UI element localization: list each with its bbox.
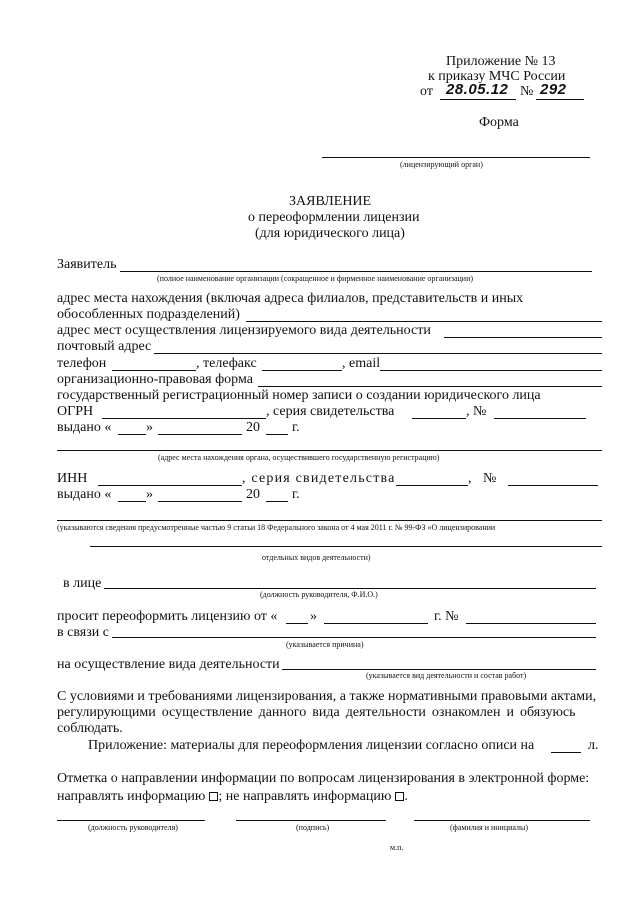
cert-number-label: , №: [466, 404, 487, 419]
issued-close-quote: »: [146, 420, 153, 435]
signature-line[interactable]: [236, 820, 386, 821]
law-caption-2: отдельных видов деятельности): [262, 553, 371, 562]
send-info-checkbox[interactable]: [209, 792, 218, 801]
inn-cert-number-label: , №: [468, 471, 497, 486]
ogrn-line[interactable]: [102, 418, 266, 419]
document-title: ЗАЯВЛЕНИЕ: [289, 194, 372, 209]
fax-line[interactable]: [262, 370, 342, 371]
applicant-line[interactable]: [120, 271, 592, 272]
reason-line[interactable]: [112, 637, 596, 638]
registration-body-caption: (адрес места нахождения органа, осуществившего государственную регистрацию): [158, 453, 440, 462]
phone-label: телефон: [57, 356, 107, 371]
attachment-label: Приложение: материалы для переоформления лицензии согласно описи на: [88, 738, 535, 753]
order-date: 28.05.12: [446, 81, 509, 98]
order-date-label: от: [420, 84, 433, 99]
document-subtitle-entity: (для юридического лица): [255, 226, 405, 241]
inn-issued-label: выдано «: [57, 487, 112, 502]
order-number: 292: [540, 81, 567, 98]
law-info-line-2[interactable]: [90, 546, 602, 547]
activity-caption: (указывается вид деятельности и состав работ): [366, 671, 527, 680]
address-line[interactable]: [246, 321, 602, 322]
legal-form-label: организационно-правовая форма: [57, 372, 253, 387]
postal-address-line[interactable]: [154, 353, 602, 354]
attachment-suffix: л.: [588, 738, 599, 753]
email-label: , email: [342, 356, 381, 371]
request-number-label: г. №: [434, 609, 459, 624]
inn-issued-year-suffix: г.: [292, 487, 300, 502]
reason-label: в связи с: [57, 625, 109, 640]
inn-issued-year-line[interactable]: [266, 501, 288, 502]
law-info-line-1[interactable]: [57, 520, 602, 521]
activity-address-label: адрес мест осуществления лицензируемого вида деятельности: [57, 323, 431, 338]
appendix-number: Приложение № 13: [446, 54, 556, 69]
inn-cert-series-label: , серия свидетельства: [242, 471, 396, 486]
name-signature-line[interactable]: [414, 820, 590, 821]
request-month-line[interactable]: [324, 623, 428, 624]
send-info-label: направлять информацию: [57, 789, 206, 804]
send-info-option[interactable]: [57, 789, 408, 805]
request-day-line[interactable]: [286, 623, 308, 624]
licensing-body-line: [322, 157, 590, 158]
name-caption: (фамилия и инициалы): [450, 823, 529, 832]
signature-caption: (подпись): [296, 823, 330, 832]
fax-label: , телефакс: [196, 356, 257, 371]
state-registration-label: государственный регистрационный номер записи о создании юридического лица: [57, 388, 541, 403]
phone-line[interactable]: [112, 370, 196, 371]
email-line[interactable]: [380, 370, 602, 371]
issued-year-prefix: 20: [246, 420, 260, 435]
licensing-body-caption: (лицензирующий орган): [400, 160, 483, 169]
agreement-line-3: соблюдать.: [57, 721, 123, 736]
stamp-label: м.п.: [390, 843, 404, 852]
electronic-info-label: Отметка о направлении информации по вопросам лицензирования в электронной форме:: [57, 771, 590, 786]
cert-series-line[interactable]: [412, 418, 466, 419]
document-subtitle: о переоформлении лицензии: [248, 210, 420, 225]
inn-cert-number-line[interactable]: [508, 485, 598, 486]
no-send-info-end: .: [404, 789, 408, 804]
activity-label: на осуществление вида деятельности: [57, 657, 280, 672]
inn-issued-month-line[interactable]: [158, 501, 242, 502]
representative-line[interactable]: [104, 588, 596, 589]
inn-issued-close-quote: »: [146, 487, 153, 502]
request-number-line[interactable]: [466, 623, 596, 624]
order-number-line: [536, 99, 584, 100]
activity-address-line[interactable]: [444, 337, 602, 338]
representative-label: в лице: [63, 576, 102, 591]
address-label-1: адрес места нахождения (включая адреса филиалов, представительств и иных: [57, 291, 524, 306]
legal-form-line[interactable]: [258, 386, 602, 387]
law-caption-1: (указываются сведения предусмотренные частью 9 статьи 18 Федерального закона от 4 мая 2011 г. № 99-ФЗ «О лицензировании: [57, 523, 496, 532]
attachment-pages-line[interactable]: [551, 752, 581, 753]
request-label: просит переоформить лицензию от «: [57, 609, 278, 624]
address-label-2: обособленных подразделений): [57, 307, 240, 322]
agreement-line-2: регулирующими осуществление данного вида деятельности ознакомлен и обязуюсь: [57, 705, 576, 720]
cert-series-label: , серия свидетельства: [266, 404, 395, 419]
ogrn-label: ОГРН: [57, 404, 94, 419]
cert-number-line[interactable]: [494, 418, 586, 419]
applicant-caption: (полное наименование организации (сокращенное и фирменное наименование организации): [157, 274, 474, 283]
issued-label: выдано «: [57, 420, 112, 435]
postal-address-label: почтовый адрес: [57, 339, 152, 354]
issued-year-line[interactable]: [266, 434, 288, 435]
no-send-info-label: ; не направлять информацию: [218, 789, 392, 804]
form-label: Форма: [479, 115, 519, 130]
order-date-line: [440, 99, 516, 100]
agreement-line-1: С условиями и требованиями лицензирования, а также нормативными правовыми актами,: [57, 689, 597, 704]
inn-issued-year-prefix: 20: [246, 487, 260, 502]
order-number-label: №: [520, 84, 534, 99]
position-caption: (должность руководителя): [88, 823, 178, 832]
inn-issued-day-line[interactable]: [118, 501, 146, 502]
registration-body-line[interactable]: [57, 450, 602, 451]
representative-caption: (должность руководителя, Ф.И.О.): [260, 590, 378, 599]
no-send-info-checkbox[interactable]: [395, 792, 404, 801]
inn-line[interactable]: [98, 485, 242, 486]
issued-year-suffix: г.: [292, 420, 300, 435]
position-signature-line[interactable]: [57, 820, 205, 821]
order-reference: к приказу МЧС России: [428, 69, 566, 84]
reason-caption: (указывается причина): [286, 640, 364, 649]
inn-cert-series-line[interactable]: [396, 485, 468, 486]
issued-day-line[interactable]: [118, 434, 146, 435]
activity-line[interactable]: [282, 669, 596, 670]
applicant-label: Заявитель: [57, 257, 117, 272]
inn-label: ИНН: [57, 471, 88, 486]
issued-month-line[interactable]: [158, 434, 242, 435]
request-close-quote: »: [310, 609, 317, 624]
